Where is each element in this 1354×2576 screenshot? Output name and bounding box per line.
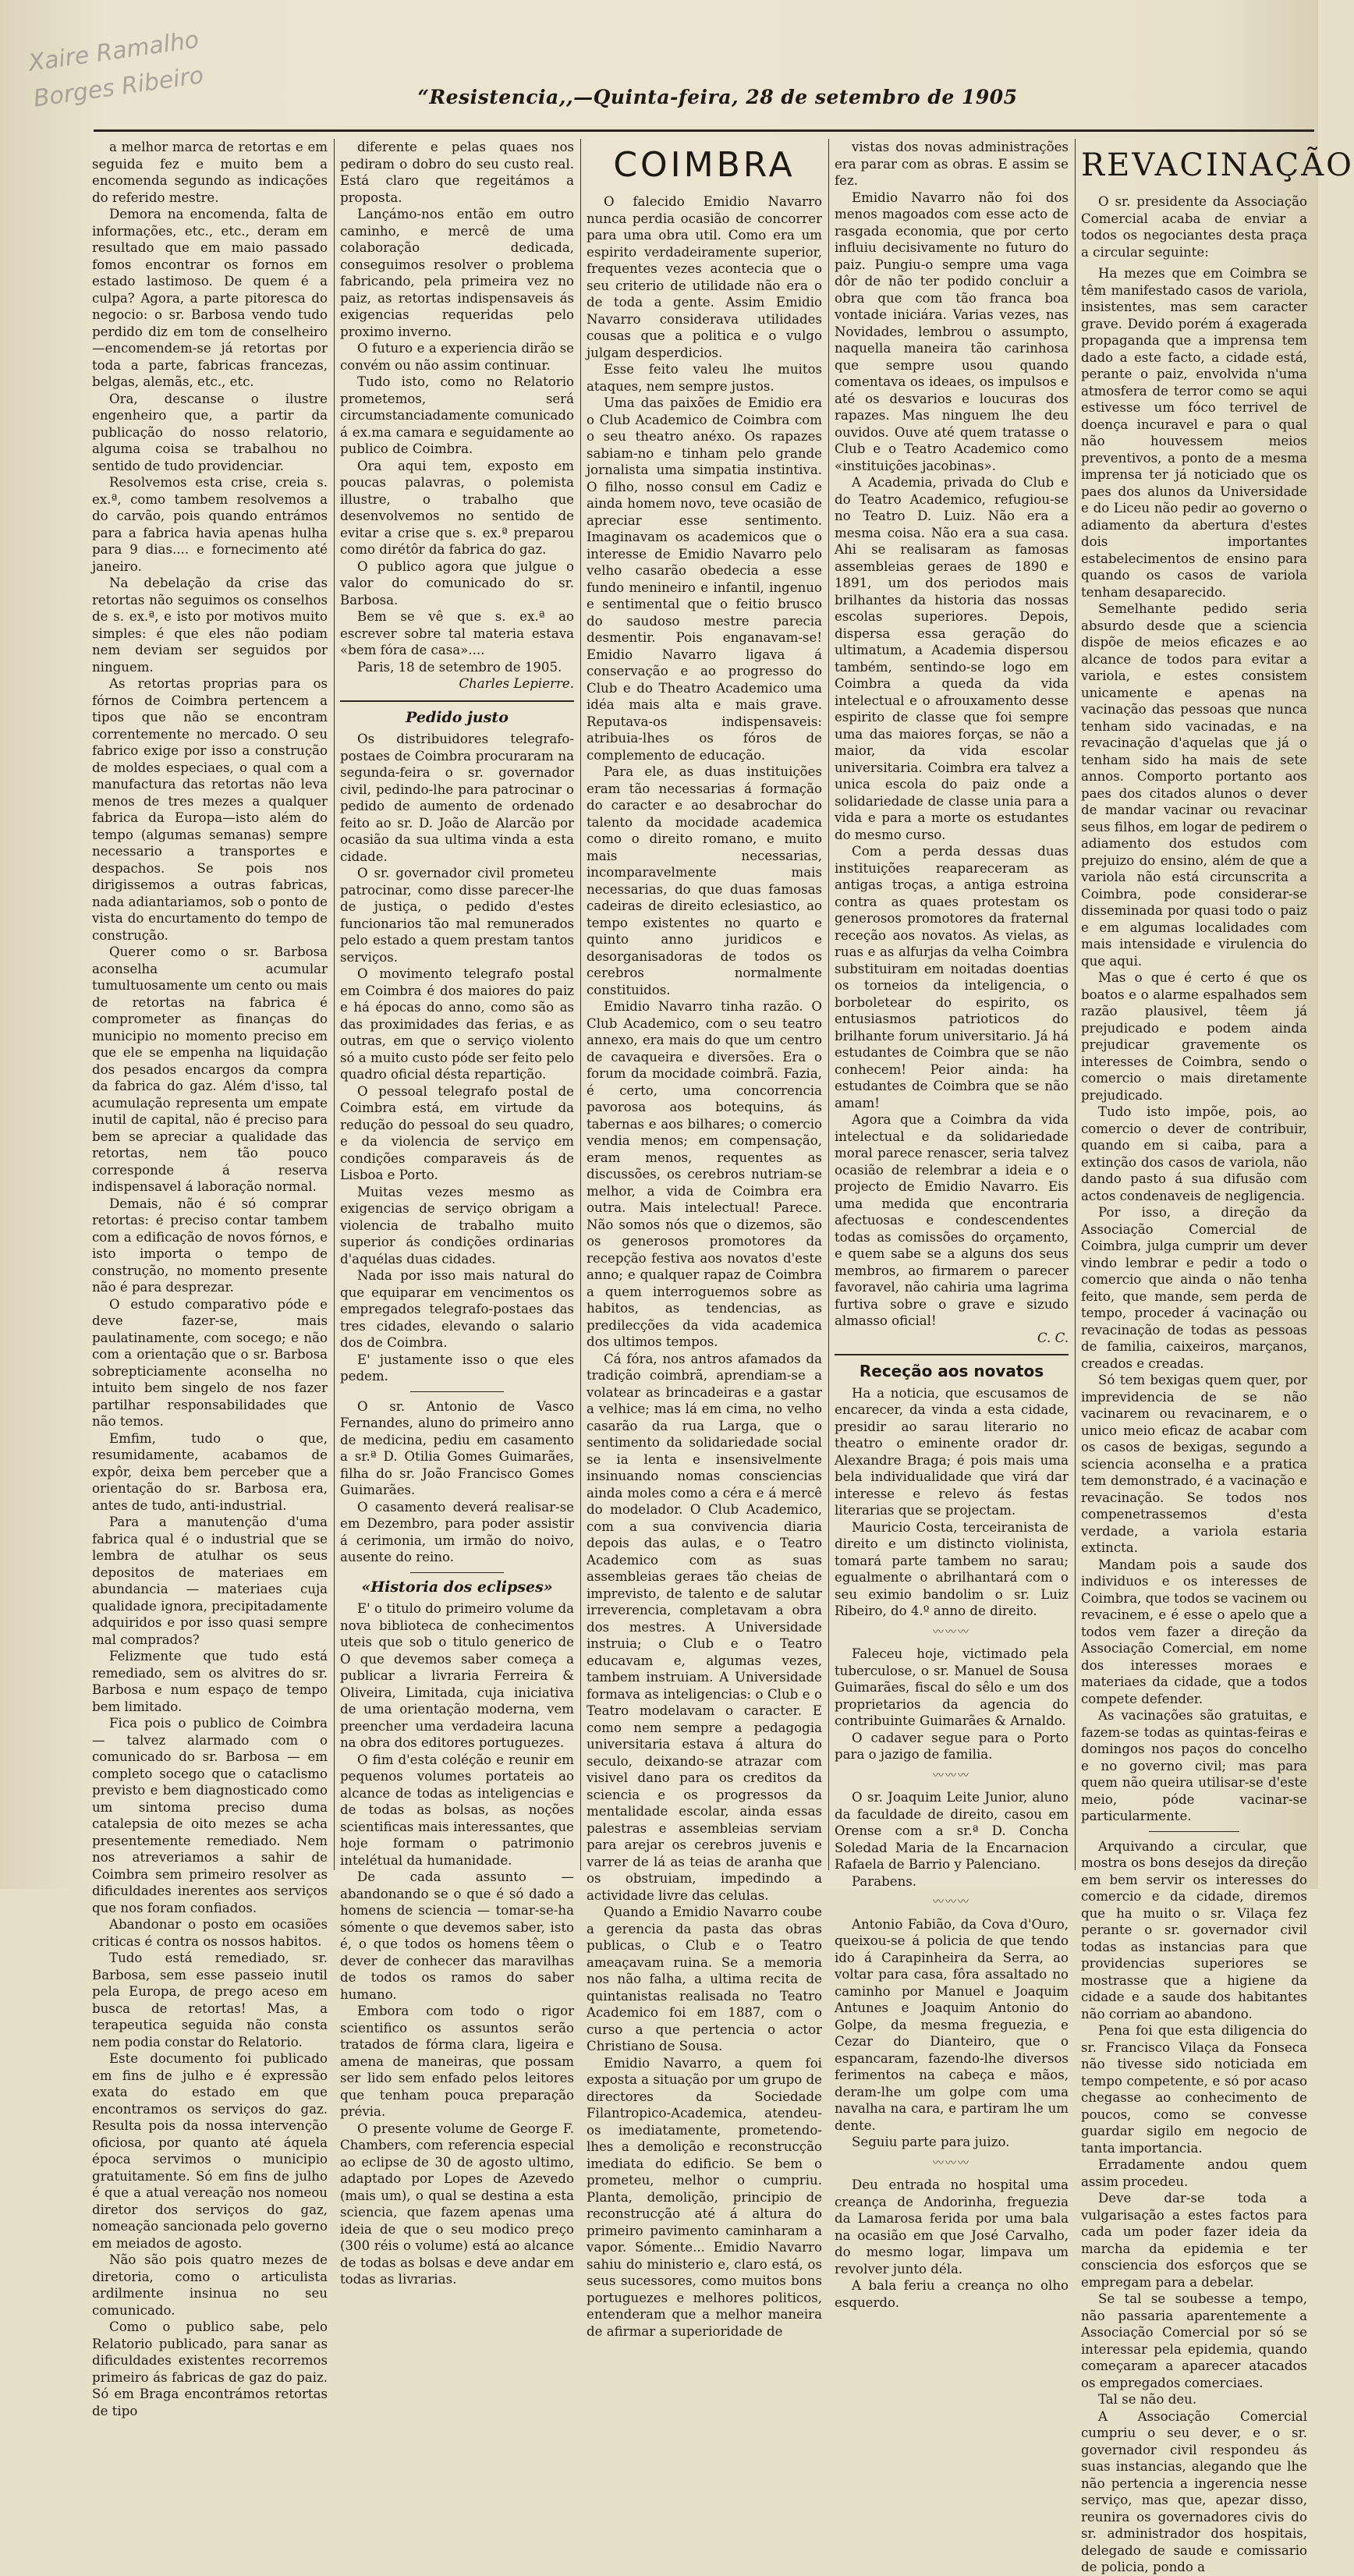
- paragraph: O futuro e a experiencia dirão se convém ou não assim continuar.: [340, 341, 574, 373]
- paragraph: Bem se vê que s. ex.ª ao escrever sobre tal materia estava «bem fóra de casa»....: [340, 609, 574, 657]
- paragraph: A Associação Comercial cumpriu o seu dever, e o sr. governador civil respondeu ás suas instancias, alegando que lhe não pertencia a ingerencia nesse serviço, mas que, apezar disso, reunira os governadores civis do sr. administrador dos hospitais, delegado de saude e comissario de policia, pondo a: [1081, 2408, 1307, 2574]
- masthead-rule: [94, 129, 1314, 132]
- paragraph: Emidio Navarro tinha razão. O Club Academico, com o seu teatro annexo, era mais do que um centro de cavaqueira e diversões. Era o forum da mocidade coimbrã. Fazia, é certo, uma concorrencia pavorosa aos botequins, ás tabernas e aos bilhares; o comercio vendia menos; em compensação, eram menos, requentes as discussões, os cerebros nutriam-se melhor, a vida de Coimbra era outra. Mais intelectual! Parece. Não somos nós que o dizemos, são os generosos promotores da recepção festiva aos novatos d'este anno; e qualquer rapaz de Coimbra a quem interroguemos sobre as habitos, as tendencias, as predilecções da vida academica dos ultimos tempos.: [587, 999, 822, 1349]
- paragraph: O fim d'esta coléção e reunir em pequenos volumes portateis ao alcance de todas as inteligencias e de todas as bolsas, as noções scientificas mais interessantes, que hoje formam o patrimonio intelétual da humanidade.: [340, 1752, 574, 1868]
- paragraph: Tudo está remediado, sr. Barbosa, sem esse passeio inutil pela Europa, de prego aceso em busca de retortas! Mas, a terapeutica seguida não consta nem podia constar do Relatorio.: [92, 1951, 328, 2050]
- paragraph: Como o publico sabe, pelo Relatorio publicado, para sanar as dificuldades existentes recorremos primeiro ás fabricas de gaz do paiz. Só em Braga encontrámos retortas de tipo: [92, 2319, 328, 2418]
- paragraph: E' justamente isso o que eles pedem.: [340, 1352, 574, 1384]
- paragraph: Resolvemos esta crise, creia s. ex.ª, como tambem resolvemos a do carvão, pois quando entrámos para a fabrica havia apenas hulha para 9 dias.... e fornecimento até janeiro.: [92, 475, 328, 574]
- paragraph: Antonio Fabião, da Cova d'Ouro, queixou-se á policia de que tendo ido á Carapinheira da Serra, ao voltar para casa, fôra assaltado no caminho por Manuel e Joaquim Antunes e Joaquim Antonio do Golpe, da mesma freguezia, e Cezar do Dianteiro, que o espancaram, fazendo-lhe diversos ferimentos na cabeça e mãos, deram-lhe um golpe com uma navalha na cara, e partiram lhe um dente.: [835, 1916, 1069, 2133]
- paragraph: O casamento deverá realisar-se em Dezembro, para poder assistir á cerimonia, um irmão do noivo, ausente do reino.: [340, 1499, 574, 1564]
- paragraph: Só tem bexigas quem quer, por imprevidencia de se não vacinarem ou revacinarem, e o unico meio eficaz de acabar com os casos de bexigas, segundo a sciencia aconselha e a pratica tem demonstrado, é a vacinação e revacinação. Se todos nos compenetrassemos d'esta verdade, a variola estaria extincta.: [1081, 1373, 1307, 1555]
- short-rule: [410, 1572, 504, 1573]
- paragraph: O sr. Joaquim Leite Junior, aluno da faculdade de direito, casou em Orense com a sr.ª D. Concha Soledad Maria de la Encarnacion Rafaela de Barrio y Palenciano.: [835, 1790, 1069, 1872]
- paragraph: Não são pois quatro mezes de diretoria, como o articulista ardilmente insinua no seu comunicado.: [92, 2252, 328, 2318]
- column-separator: [580, 139, 581, 1870]
- column-4: [835, 139, 1069, 2310]
- column-separator: [828, 139, 829, 1870]
- article-title-coimbra: COIMBRA: [613, 145, 796, 185]
- paragraph: Felizmente que tudo está remediado, sem os alvitres do sr. Barbosa e num espaço de tempo bem limitado.: [92, 1649, 328, 1714]
- paragraph: Agora que a Coimbra da vida intelectual e da solidariedade moral parece renascer, seria talvez ocasião de relembrar a ideia e o projecto de Emidio Navarro. Eis uma medida que encontraria afectuosas e condescendentes todas as comissões do orçamento, e quem sabe se a alguns dos seus membros, ao firmarem o parecer favoravel, não cahiria uma lagrima furtiva sobre o grave e sizudo almasso oficial!: [835, 1112, 1069, 1328]
- column-1: [92, 139, 328, 2418]
- column-5: [1081, 139, 1354, 2574]
- paragraph: A bala feriu a creança no olho esquerdo.: [835, 2278, 1069, 2310]
- paragraph: Demais, não é só comprar retortas: é preciso contar tambem com a edificação de novos fórnos, e isto importa o tempo de construção, no momento presente não é para desprezar.: [92, 1196, 328, 1295]
- paragraph: O presente volume de George F. Chambers, com referencia especial ao eclipse de 30 de agosto ultimo, adaptado por Lopes de Azevedo (mais um), o qual se destina a esta sciencia, que fazem apenas uma ideia de que o seu modico preço (300 réis o volume) está ao alcance de todas as bolsas e deve andar em todas as livrarias.: [340, 2121, 574, 2287]
- paragraph: O sr. presidente da Associação Comercial acaba de enviar a todos os negociantes desta praça a circular seguinte:: [1081, 194, 1307, 260]
- section-rule: [340, 700, 574, 702]
- signature: Charles Lepierre.: [459, 676, 574, 691]
- short-rule: [410, 1391, 504, 1392]
- paragraph: E' o titulo do primeiro volume da nova biblioteca de conhecimentos uteis que sob o titulo generico de O que devemos saber começa a publicar a livraria Ferreira & Oliveira, Limitada, cuja iniciativa de uma orientação moderna, vem preencher uma verdadeira lacuna na obra dos editores portuguezes.: [340, 1601, 574, 1750]
- paragraph: Deu entrada no hospital uma creança de Andorinha, freguezia da Lamarosa ferida por uma bala na ocasião em que José Carvalho, do mesmo logar, limpava um revolver junto déla.: [835, 2177, 1069, 2277]
- paragraph: Demora na encomenda, falta de informações, etc., etc., deram em resultado que em maio passado fomos encontrar os fornos em estado lastimoso. De quem é a culpa? Agora, a parte pitoresca do negocio: o sr. Barbosa vendo tudo perdido diz em tom de conselheiro—encomendem-se já retortas por toda a parte, fabricas francezas, belgas, alemãs, etc., etc.: [92, 207, 328, 389]
- paragraph: O publico agora que julgue o valor do comunicado do sr. Barbosa.: [340, 558, 574, 608]
- paragraph: Parabens.: [852, 1873, 917, 1889]
- paragraph: Deve dar-se toda a vulgarisação a estes factos para cada um poder fazer ideia da marcha da epidemia e ter consciencia dos esforços que se empregam para a debelar.: [1081, 2191, 1307, 2290]
- paragraph: a melhor marca de retortas e em seguida fez e muito bem a encomenda segundo as indicações do referido mestre.: [92, 140, 328, 205]
- paragraph: Erradamente andou quem assim procedeu.: [1081, 2157, 1307, 2189]
- paragraph: Pena foi que esta diligencia do sr. Francisco Vilaça da Fonseca não tivesse sido noticiada em tempo competente, e só por acaso chegasse ao conhecimento de poucos, como se convesse guardar sigilo em negocio de tanta importancia.: [1081, 2023, 1307, 2156]
- paragraph: vistas dos novas administrações era parar com as obras. E assim se fez.: [835, 140, 1069, 188]
- paragraph: Por isso, a direção da Associação Comercial de Coimbra, julga cumprir um dever vindo lembrar e pedir a todo o comercio que ainda o não tenha feito, que mande, sem perda de tempo, proceder á vacinação ou revacinação de todas as pessoas de familia, caixeiros, marçanos, creados e creadas.: [1081, 1205, 1307, 1371]
- column-separator: [1075, 139, 1076, 1870]
- signature: C. C.: [1037, 1330, 1069, 1345]
- paragraph: Tudo isto, como no Relatorio prometemos, será circumstanciadamente comunicado á ex.ma camara e seguidamente ao publico de Coimbra.: [340, 374, 574, 456]
- paragraph: As vacinações são gratuitas, e fazem-se todas as quintas-feiras e domingos nos paços do concelho e no governo civil; mas para quem não queira utilisar-se d'este meio, póde vacinar-se particularmente.: [1081, 1708, 1307, 1823]
- paragraph: Ora, descanse o ilustre engenheiro que, a partir da publicação do nosso relatorio, alguma coisa se trabalhou no sentido de tudo providenciar.: [92, 391, 328, 473]
- article-title-eclipses: «Historia dos eclipses»: [361, 1578, 553, 1596]
- paragraph: Os distribuidores telegrafo-postaes de Coimbra procuraram na segunda-feira o sr. governador civil, pedindo-lhe para patrocinar o pedido de aumento de ordenado feito ao sr. D. João de Alarcão por ocasião da sua ultima vinda a esta cidade.: [340, 732, 574, 864]
- paragraph: O pessoal telegrafo postal de Coimbra está, em virtude da redução do pessoal do seu quadro, e da violencia de serviço em condições comparaveis ás de Lisboa e Porto.: [340, 1083, 574, 1182]
- short-rule: [1149, 1831, 1239, 1832]
- paragraph: Lançámo-nos então em outro caminho, e mercê de uma colaboração dedicada, conseguimos resolver o problema fabricando, pela primeira vez no paiz, as retortas indispensaveis ás exigencias requeridas pelo proximo inverno.: [340, 207, 574, 339]
- paragraph: De cada assunto — abandonando se o que é só dado a homens de sciencia — tomar-se-ha sómente o que devemos saber, isto é, o que todos os homens têem o dever de conhecer das maravilhas de todos os ramos do saber humano.: [340, 1869, 574, 2002]
- paragraph: Tal se não deu.: [1098, 2392, 1197, 2407]
- paragraph: Mandam pois a saude dos individuos e os interesses de Coimbra, que todos se vacinem ou revacinem, e é esse o apelo que a todos vem fazer a direção da Associação Comercial, em nome dos interesses moraes e materiaes da cidade, que a todos compete defender.: [1081, 1557, 1307, 1706]
- article-title-novatos: Receção aos novatos: [859, 1362, 1044, 1380]
- paragraph: Fica pois o publico de Coimbra — talvez alarmado com o comunicado do sr. Barbosa — em completo socego que o cataclismo previsto e bem diagnosticado como um sintoma preciso duma catalepsia de oito mezes se acha presentemente remediado. Nem nos atreveriamos a sahir de Coimbra sem primeiro resolver as dificuldades inerentes aos serviços que nos foram confiados.: [92, 1716, 328, 1915]
- paragraph: Semelhante pedido seria absurdo desde que a sciencia dispõe de meios eficazes e ao alcance de todos para evitar a variola, e estes consistem unicamente e apenas na vacinação das pessoas que nunca tenham sido vacinadas, e na revacinação d'aquelas que já o tenham sido ha mais de sete annos. Comporto portanto aos paes dos citados alunos o dever de mandar vacinar ou revacinar seus filhos, em logar de pedirem o adiamento dos estudos com prejuizo do ensino, além de que a variola não está circunscrita a Coimbra, pode considerar-se disseminada por quasi todo o paiz e em algumas localidades com mais intensidade e virulencia do que aqui.: [1081, 601, 1307, 969]
- paragraph: Cá fóra, nos antros afamados da tradição coimbrã, aprendiam-se a volatear as brincadeiras e a gastar a velhice; mas lá em cima, no velho casarão da rua Larga, que o sentimento da solidariedade social se ia lenta e insensivelmente insinuando nomas consciencias ainda moles como a céra e á mercê do modelador. O Club Academico, com a sua convivencia diaria depois das aulas, e o Teatro Academico com as suas assembleias geraes tão cheias de imprevisto, de talento e de salutar irreverencia, completavam a obra dos mestres. A Universidade instruia; o Club e o Teatro educavam e, algumas vezes, tambem instruiam. A Universidade formava as inteligencias: o Club e o Teatro modelavam o caracter. E como nem sempre a pedagogia universitaria estava á altura do seculo, deixando-se atrazar com visivel dano para os creditos da sciencia e os progressos da mentalidade escolar, ainda essas palestras e assembleias serviam para arejar os cerebros juvenis e varrer de lá as teias de aranha que os obstruiam, impedindo a actividade livre das celulas.: [587, 1351, 822, 1903]
- paragraph: diferente e pelas quaes nos pediram o dobro do seu custo real. Está claro que regeitámos a proposta.: [340, 140, 574, 205]
- paragraph: Emfim, tudo o que, resumidamente, acabamos de expôr, deixa bem perceber que a orientação do sr. Barbosa era, antes de tudo, anti-industrial.: [92, 1430, 328, 1513]
- paragraph: Mas o que é certo é que os boatos e o alarme espalhados sem razão plausivel, têem já prejudicado e podem ainda prejudicar gravemente os interesses de Coimbra, sendo o comercio o mais diretamente prejudicado.: [1081, 970, 1307, 1103]
- paragraph: Arquivando a circular, que mostra os bons desejos da direção em bem servir os interesses do comercio e da cidade, diremos que ha muito o sr. Vilaça fez perante o sr. governador civil todas as instancias para que providencias superiores se mostrasse que a higiene da cidade e a saude dos habitantes não corriam ao abandono.: [1081, 1838, 1307, 2021]
- paragraph: Querer como o sr. Barbosa aconselha acumular tumultuosamente um cento ou mais de retortas na fabrica é comprometer as finanças do municipio no momento preciso em que ele se empenha na liquidação dos pesados encargos da compra da fabrica do gaz. Além d'isso, tal acumulação representa um empate inutil de capital, não é preciso para bem se apreciar a qualidade das retortas, nem tão pouco corresponde á reserva indispensavel á laboração normal.: [92, 944, 328, 1194]
- paragraph: Uma das paixões de Emidio era o Club Academico de Coimbra com o seu theatro anéxo. Os rapazes sabiam-no e tinham pelo grande jornalista uma simpatia instintiva. O filho, nosso consul em Cadiz e ainda homem novo, teve ocasião de apreciar esse sentimento. Imaginavam os academicos que o interesse de Emidio Navarro pelo velho casarão obedecia a esse fundo menineiro e infantil, ingenuo e sentimental que o feitio brusco do saudoso mestre parecia desmentir. Pois enganavam-se! Emidio Navarro ligava á conservação e ao progresso do Club e do Theatro Academico uma idéa mais alta e mais grave. Reputava-os indispensaveis: atribuia-lhes os fóros de complemento de educação.: [587, 395, 822, 763]
- paragraph: As retortas proprias para os fórnos de Coimbra pertencem a tipos que não se encontram correntemente no mercado. O seu fabrico exige por isso a construção de moldes especiaes, o qual com a manufactura das retortas não leva menos de tres mezes a qualquer fabrica da Europa—isto além do tempo (algumas semanas) sempre necessario a transportes e despachos. Se pois nos dirigissemos a outras fabricas, nada adiantariamos, sob o ponto de vista do encurtamento do tempo de construção.: [92, 676, 328, 943]
- paragraph: A Academia, privada do Club e do Teatro Academico, refugiou-se no Teatro D. Luiz. Não era a mesma coisa. Não era a sua casa. Ahi se realisaram as famosas assembleias geraes de 1890 e 1891, um dos periodos mais brilhantes da historia das nossas escolas superiores. Depois, dispersa essa geração do ultimatum, a Academia dispersou também, sentindo-se logo em Coimbra a queda da vida intelectual e o afrouxamento desse espirito de classe que foi sempre uma das maiores forças, se não a maior, da vida escolar universitaria. Coimbra era talvez a unica escola do paiz onde a solidariedade de classe unia para a vida e para a morte os estudantes do mesmo curso.: [835, 475, 1069, 842]
- paragraph: Com a perda dessas duas instituições reapareceram as antigas troças, a antiga estroina contra as quaes protestam os generosos promotores da fraternal receção aos novatos. As vielas, as ruas e as alfurjas da velha Coimbra substituiram em noitadas doentias os torneios da inteligencia, o borboletear do espirito, os entusiasmos patrioticos do brilhante forum universitario. Já há estudantes de Coimbra que se não conhecem! Peior ainda: ha estudantes de Coimbra que se não amam!: [835, 844, 1069, 1111]
- paragraph: Ha a noticia, que escusamos de encarecer, da vinda a esta cidade, presidir ao sarau literario no theatro o eminente orador dr. Alexandre Braga; é pois mais uma bela individualidade que virá dar interesse e relevo ás festas literarias que se projectam.: [835, 1385, 1069, 1518]
- paragraph: Embora com todo o rigor scientifico os assuntos serão tratados de fórma clara, ligeira e amena de maneiras, que possam ser lido sem enfado pelos leitores que tenham pouca preparação prévia.: [340, 2004, 574, 2119]
- article-title-pedido: Pedido justo: [406, 708, 509, 726]
- paragraph: Tudo isto impõe, pois, ao comercio o dever de contribuir, quando em si caiba, para a extinção dos casos de variola, não dando pasto á sua difusão com actos condenaveis de negligencia.: [1081, 1104, 1307, 1203]
- ornament-divider: 〰〰〰: [933, 1625, 970, 1639]
- paragraph: O cadaver segue para o Porto para o jazigo de familia.: [835, 1730, 1069, 1762]
- paragraph: O falecido Emidio Navarro nunca perdia ocasião de concorrer para uma obra util. Como era um espirito verdadeiramente superior, frequentes vezes acontecia que o seu criterio de utilidade não era o de toda a gente. Assim Emidio Navarro considerava utilidades cousas que a politica e o vulgo julgam desperdicios.: [587, 194, 822, 360]
- column-2: [340, 139, 574, 2287]
- paragraph: Abandonar o posto em ocasiões criticas é contra os nossos habitos.: [92, 1917, 328, 1949]
- masthead: “Resistencia,,—Quinta-feira, 28 de setembro de 1905: [417, 86, 1018, 108]
- paragraph: Esse feito valeu lhe muitos ataques, nem sempre justos.: [587, 362, 822, 394]
- article-title-revacinacao: REVACINAÇÃO: [1081, 147, 1354, 183]
- ornament-divider: 〰〰〰: [933, 1896, 970, 1908]
- column-separator: [334, 139, 335, 1870]
- handwritten-margin-note: Xaire Ramalho Borges Ribeiro: [27, 26, 206, 113]
- paragraph: Seguiu parte para juizo.: [852, 2135, 1010, 2149]
- paragraph: Este documento foi publicado em fins de julho e é expressão exata do estado em que encontramos os serviços do gaz. Resulta pois da nossa intervenção oficiosa, por quanto até áquela época servimos o municipio gratuitamente. Só em fins de julho é que a atual vereação nos nomeou diretor dos serviços do gaz, nomeação sancionada pelo governo em meiados de agosto.: [92, 2051, 328, 2251]
- paragraph: Quando a Emidio Navarro coube a gerencia da pasta das obras publicas, o Club e o Teatro ameaçavam ruina. Se a memoria nos não falha, a ultima recita de quintanistas realisada no Teatro Academico foi em 1887, com o curso a que pertencia o actor Christiano de Sousa.: [587, 1905, 822, 2053]
- paragraph: O movimento telegrafo postal em Coimbra é dos maiores do paiz e há épocas do anno, como são as das proximidades das ferias, e as outras, em que o serviço violento só a muito custo póde ser feito pelo quadro oficial désta repartição.: [340, 966, 574, 1082]
- ornament-divider: 〰〰〰: [933, 1769, 970, 1782]
- paragraph: Ha mezes que em Coimbra se têm manifestado casos de variola, insistentes, mas sem caracter grave. Devido porém á exagerada propaganda que a imprensa tem dado a este facto, a cidade está, perante o paiz, envolvida n'uma atmosfera de terror como se aqui estivesse um fóco terrivel de doença incuravel e para o qual não houvessem meios preventivos, a ponto de a mesma imprensa ter já noticiado que os paes dos alunos da Universidade e do Liceu não pedir ao governo o adiamento da abertura d'estes dois importantes estabelecimentos de ensino para quando os casos de variola tenham desaparecido.: [1081, 266, 1307, 600]
- section-rule: [835, 1354, 1069, 1355]
- paragraph: Nada por isso mais natural do que equiparar em vencimentos os empregados telegrafo-postaes das tres cidades, elevando o salario dos de Coimbra.: [340, 1268, 574, 1350]
- paragraph: O sr. Antonio de Vasco Fernandes, aluno do primeiro anno de medicina, pediu em casamento a sr.ª D. Otilia Gomes Guimarães, filha do sr. João Francisco Gomes Guimarães.: [340, 1398, 574, 1497]
- paragraph: Se tal se soubesse a tempo, não passaria aparentemente a Associação Comercial por só se interessar pela epidemia, quando começaram a aparecer atacados os empregados comerciaes.: [1081, 2291, 1307, 2390]
- paragraph: Mauricio Costa, terceiranista de direito e um distincto violinista, tomará parte tambem no sarau; egualmente o abrilhantará com o seu eximio bandolim o sr. Luiz Ribeiro, do 4.º anno de direito.: [835, 1519, 1069, 1618]
- paragraph: Emidio Navarro não foi dos menos magoados com esse acto de rasgada economia, que por certo influiu decisivamente no futuro do paiz. Pungiu-o sempre uma vaga dôr de não ter podido concluir a obra que com tão franca boa vontade iniciára. Varias vezes, nas Novidades, lembrou o assumpto, naquella maneira tão carinhosa que sempre usou quando comentava os ideaes, os impulsos e até os desvarios e loucuras dos rapazes. Mas ninguem lhe deu ouvidos. Ouve até quem tratasse o Club e o Teatro Academico como «instituições jacobinas».: [835, 190, 1069, 473]
- ornament-divider: 〰〰〰: [933, 2156, 970, 2170]
- paragraph: Muitas vezes mesmo as exigencias de serviço obrigam a violencia de trabalho muito superior ás condições ordinarias d'aquélas duas cidades.: [340, 1184, 574, 1267]
- paragraph: Para a manutenção d'uma fabrica qual é o industrial que se lembra de atulhar os seus depositos de materiaes em abundancia — materiaes cuja qualidade ignora, precipitadamente adquiridos e por isso quasi sempre mal comprados?: [92, 1515, 328, 1647]
- paragraph: Na debelação da crise das retortas não seguimos os conselhos de s. ex.ª, e isto por motivos muito simples: é que eles não podiam nem deviam ser seguidos por ninguem.: [92, 576, 328, 675]
- paragraph: O estudo comparativo póde e deve fazer-se, mais paulatinamente, com socego; e não com a orientação que o sr. Barbosa sobrepticiamente aconselha no intuito bem singelo de nos fazer partilhar responsabilidades que não temos.: [92, 1296, 328, 1429]
- column-3: [587, 139, 822, 2339]
- paragraph: Faleceu hoje, victimado pela tuberculose, o sr. Manuel de Sousa Guimarães, fiscal do sêlo e um dos proprietarios da agencia do contribuinte Guimarães & Arnaldo.: [835, 1646, 1069, 1728]
- paragraph: O sr. governador civil prometeu patrocinar, como disse parecer-lhe de justiça, o pedido d'estes funcionarios tão mal remunerados pelo estado a quem prestam tantos serviços.: [340, 866, 574, 965]
- paragraph: Ora aqui tem, exposto em poucas palavras, o polemista illustre, o trabalho que desenvolvemos no sentido de evitar a crise que s. ex.ª preparou como dirétôr da fabrica do gaz.: [340, 458, 574, 557]
- paragraph: Emidio Navarro, a quem foi exposta a situação por um grupo de directores da Sociedade Filantropico-Academica, atendeu-os imediatamente, prometendo-lhes a demolição e reconstrucção imediata do edificio. Se bem o prometeu, melhor o cumpriu. Planta, demolição, principio de reconstrucção até á altura do primeiro pavimento caminharam a vapor. Sómente... Emidio Navarro sahiu do ministerio e, claro está, os seus sucessores, como muitos bons portuguezes e melhores politicos, entenderam que a melhor maneira de afirmar a superioridade de: [587, 2055, 822, 2339]
- dateline: Paris, 18 de setembro de 1905.: [357, 659, 562, 675]
- paragraph: Para ele, as duas instituições eram tão necessarias á formação do caracter e ao desabrochar do talento da mocidade academica como o direito romano, e muito mais necessarias, incomparavelmente mais necessarias, do que duas famosas cadeiras de direito eclesiastico, ao tempo existentes no quarto e quinto anno juridicos e desorganisadoras de todos os cerebros normalmente constituidos.: [587, 764, 822, 997]
